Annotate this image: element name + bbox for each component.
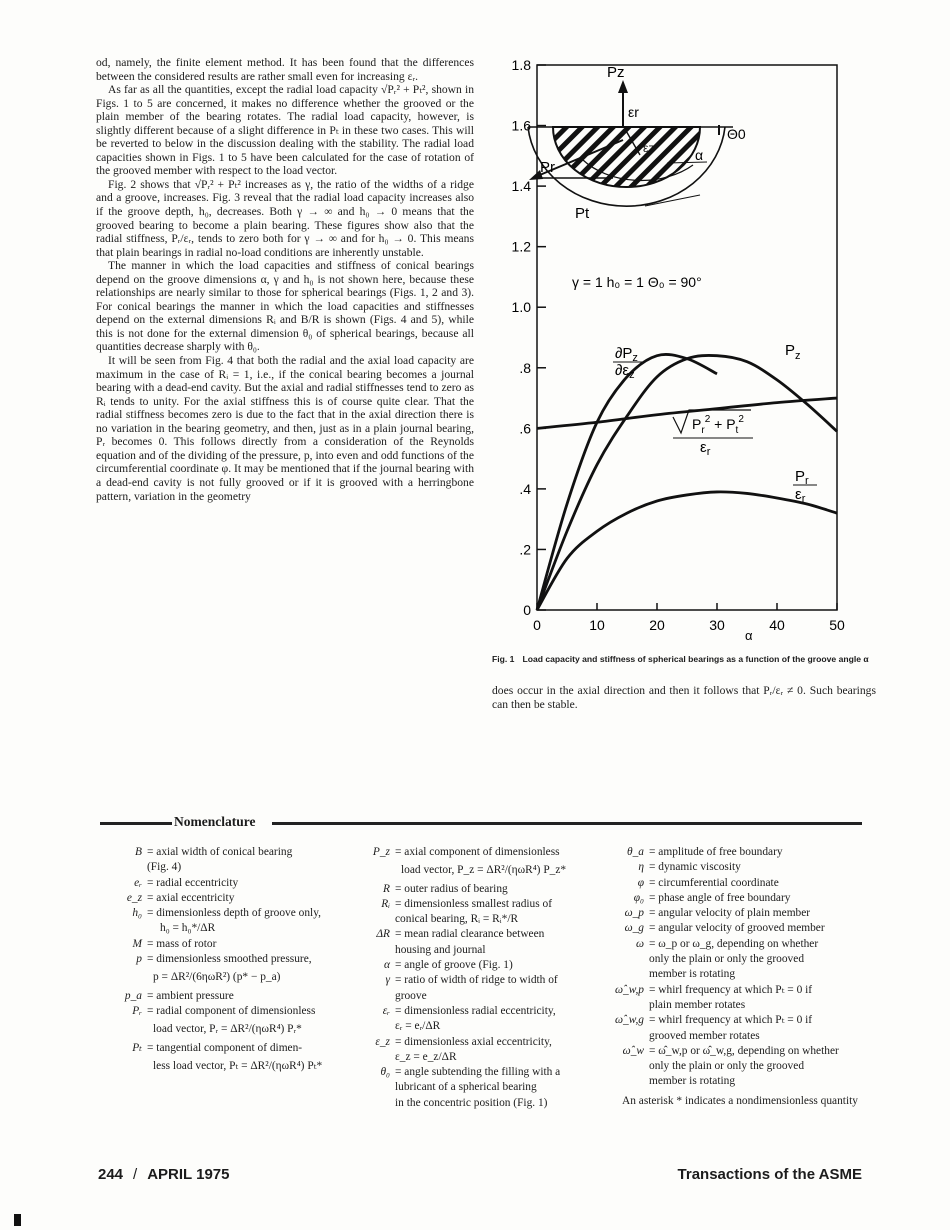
equals-sign: =	[395, 897, 405, 910]
nomenclature-symbol: p	[136, 953, 142, 966]
y-tick-label: .8	[519, 359, 531, 376]
nomenclature-definition: radial eccentricity	[156, 876, 239, 889]
equals-sign: =	[649, 937, 659, 950]
nomenclature-symbol: α	[384, 959, 390, 972]
series-line	[537, 398, 837, 428]
label-pr-num: $P_r$	[795, 468, 809, 487]
nomenclature-entry	[610, 891, 870, 906]
equals-sign: =	[649, 861, 659, 874]
equals-sign: =	[649, 1014, 659, 1027]
nomenclature-formula: load vector, Pᵣ = ΔR²/(ηωR⁴) Pᵣ*	[153, 1023, 302, 1036]
nomenclature-formula: load vector, P_z = ΔR²/(ηωR⁴) P_z*	[401, 864, 567, 877]
nomenclature-entry	[108, 891, 348, 906]
nomenclature-symbol: γ	[385, 974, 390, 987]
nomenclature-definition: dimensionless axial eccentricity,	[404, 1035, 552, 1048]
nomenclature-symbol: φ₀	[633, 891, 644, 904]
nomenclature-symbol: ω̂_w,g	[614, 1014, 644, 1027]
footer-separator: /	[133, 1166, 138, 1183]
nomenclature-symbol: ΔR	[376, 928, 390, 941]
inset-label-pt: Pt	[575, 205, 590, 222]
nomenclature-definition: circumferential coordinate	[658, 876, 779, 889]
nomenclature-continuation: only the plain or only the grooved	[649, 953, 805, 966]
nomenclature-continuation: εᵣ = eᵣ/ΔR	[395, 1020, 441, 1033]
equals-sign: =	[147, 876, 157, 889]
nomenclature-entry	[108, 1004, 348, 1019]
figure-1	[495, 55, 880, 655]
paragraph-3: Fig. 2 shows that √Pᵣ² + Pₜ² increases as γ, the ratio of the widths of a ridge and a groove, increases. Fig. 3 reveal that the radial load capacity increases also if the groove depth, h₀, decreases. Both γ → ∞ and h₀ → 0 means that the grooved bearing to become a plain bearing. These figures show also that the radial stiffness, Pᵣ/εᵣ, tends to zero both for γ → ∞ and for h₀ → 0. This means that plain bearings in radial no-load conditions are inherently unstable.	[96, 177, 474, 259]
nomenclature-entry	[108, 1041, 348, 1056]
nomenclature-definition: tangential component of dimen-	[156, 1041, 303, 1054]
nomenclature-symbol: ω	[635, 937, 644, 950]
nomenclature-continuation: in the concentric position (Fig. 1)	[395, 1096, 548, 1109]
nomenclature-symbol: θ₀	[380, 1066, 390, 1079]
nomenclature-entry	[108, 952, 348, 967]
equals-sign: =	[395, 1004, 405, 1017]
label-pr-den: $\varepsilon_r$	[795, 486, 806, 505]
inset-label-pz: Pz	[607, 64, 625, 81]
nomenclature-definition: axial eccentricity	[156, 891, 235, 904]
nomenclature-entry	[356, 882, 606, 897]
nomenclature-entry	[610, 906, 870, 921]
chart-curves	[537, 354, 837, 610]
nomenclature-entry	[356, 973, 606, 988]
nomenclature-symbol: φ	[637, 876, 644, 889]
nomenclature-definition: ω_p or ω_g, depending on whether	[658, 937, 819, 950]
nomenclature-entry	[610, 1044, 870, 1059]
nomenclature-continuation: only the plain or only the grooved	[649, 1060, 805, 1073]
paragraph-4: The manner in which the load capacities and stiffness of conical bearings depend on the groove dimensions α, γ and h₀ is not shown here, because these relationships are nearly similar to those for spherical bearings (Figs. 1, 2 and 3). For conical bearings the manner in which the load capacities and stiffnesses depend on the external dimensions Rᵢ and B/R is shown (Figs. 4 and 5), while this is not done for the external dimension θ₀ of spherical bearings, because all quantities decrease sharply with θ₀.	[96, 259, 474, 354]
equals-sign: =	[147, 937, 157, 950]
nomenclature-formula: less load vector, Pₜ = ΔR²/(ηωR⁴) Pₜ*	[153, 1059, 323, 1072]
nomenclature-entry	[356, 1035, 606, 1050]
nomenclature-symbol: η	[638, 861, 644, 874]
x-tick-label: 0	[533, 617, 541, 633]
nomenclature-symbol: p_a	[124, 989, 142, 1002]
nomenclature-definition: angle of groove (Fig. 1)	[404, 959, 513, 972]
figure-number: Fig. 1	[492, 654, 515, 664]
nomenclature-note: An asterisk * indicates a nondimensionless quantity	[622, 1094, 858, 1107]
nomenclature-definition: amplitude of free boundary	[658, 846, 783, 858]
equals-sign: =	[395, 1066, 405, 1079]
nomenclature-symbol: Rᵢ	[381, 897, 390, 910]
nomenclature-symbol: εᵣ	[382, 1004, 390, 1017]
body-text-right-continuation: does occur in the axial direction and then it follows that Pᵣ/εᵣ ≠ 0. Such bearings can then be stable.	[492, 684, 876, 711]
x-axis-label: α	[745, 628, 753, 643]
chart-parameters: γ = 1 h₀ = 1 Θ₀ = 90°	[572, 274, 702, 290]
page-footer	[98, 1166, 862, 1183]
nomenclature-definition: whirl frequency at which Pₜ = 0 if	[658, 983, 813, 996]
y-tick-label: 1.6	[511, 117, 531, 134]
nomenclature-continuation: member is rotating	[649, 968, 736, 981]
nomenclature-symbol: ω_g	[624, 922, 644, 935]
series-line	[537, 354, 717, 610]
equals-sign: =	[649, 876, 659, 889]
nomenclature-definition: outer radius of bearing	[404, 882, 508, 895]
equals-sign: =	[147, 1041, 157, 1054]
nomenclature-symbol: P_z	[372, 846, 390, 858]
equals-sign: =	[649, 922, 659, 935]
equals-sign: =	[649, 983, 659, 996]
nomenclature-definition: ratio of width of ridge to width of	[404, 974, 558, 987]
inset-label-alpha: α	[695, 147, 704, 163]
nomenclature-entry	[356, 927, 606, 942]
nomenclature-definition: angle subtending the filling with a	[404, 1066, 561, 1079]
figure-1-chart	[495, 55, 880, 655]
equals-sign: =	[395, 974, 405, 987]
inset-label-theta0: Θ0	[727, 126, 746, 142]
nomenclature-definition: dynamic viscosity	[658, 861, 741, 874]
nomenclature-definition: ambient pressure	[156, 989, 234, 1002]
equals-sign: =	[395, 928, 405, 941]
nomenclature-definition: dimensionless radial eccentricity,	[404, 1004, 556, 1017]
nomenclature-symbol: R	[383, 882, 390, 895]
nomenclature-definition: phase angle of free boundary	[658, 891, 791, 904]
nomenclature-definition: axial component of dimensionless	[404, 846, 560, 858]
x-tick-label: 30	[709, 617, 725, 633]
nomenclature-definition: ω̂_w,p or ω̂_w,g, depending on whether	[658, 1044, 839, 1057]
nomenclature-definition: dimensionless smallest radius of	[404, 897, 553, 910]
equals-sign: =	[649, 907, 659, 920]
nomenclature-continuation: ε_z = e_z/ΔR	[395, 1050, 457, 1063]
bearing-inset-diagram	[528, 64, 746, 222]
label-pz: $P_z$	[785, 342, 801, 362]
nomenclature-continuation: grooved member rotates	[649, 1029, 760, 1042]
paragraph-1: od, namely, the finite element method. It has been found that the differences between the considered results are rather small even for increasing εᵣ.	[96, 56, 474, 83]
nomenclature-definition: angular velocity of grooved member	[658, 922, 825, 935]
nomenclature-definition: mean radial clearance between	[404, 928, 545, 941]
nomenclature-column-2	[356, 845, 606, 1111]
nomenclature-continuation: conical bearing, Rᵢ = Rᵢ*/R	[395, 913, 519, 926]
nomenclature-entry	[610, 845, 870, 860]
nomenclature-symbol: e_z	[126, 891, 142, 904]
nomenclature-formula: p = ΔR²/(6ηωR²) (p* − p_a)	[153, 971, 281, 984]
nomenclature-rule-right	[272, 822, 862, 825]
nomenclature-symbol: Pₜ	[132, 1041, 142, 1054]
nomenclature-definition-formula: h₀ = h₀*/ΔR	[160, 922, 216, 935]
series-line	[537, 355, 837, 610]
inset-label-epsz: εz	[643, 141, 655, 155]
equals-sign: =	[649, 1044, 659, 1057]
equals-sign: =	[147, 989, 157, 1002]
figure-caption	[492, 654, 872, 665]
nomenclature-entry	[108, 906, 348, 921]
equals-sign: =	[147, 891, 157, 904]
equals-sign: =	[395, 882, 405, 895]
page-number: 244	[98, 1166, 124, 1183]
nomenclature-continuation: groove	[395, 989, 427, 1002]
nomenclature-continuation: housing and journal	[395, 943, 486, 956]
nomenclature-entry	[610, 921, 870, 936]
equals-sign: =	[147, 953, 157, 966]
nomenclature-rule-left	[100, 822, 172, 825]
nomenclature-entry	[610, 860, 870, 875]
nomenclature-continuation: plain member rotates	[649, 998, 746, 1011]
nomenclature-column-3	[610, 845, 870, 1109]
equals-sign: =	[147, 846, 157, 858]
equals-sign: =	[649, 846, 659, 858]
equals-sign: =	[395, 846, 405, 858]
paragraph-2: As far as all the quantities, except the radial load capacity √Pᵣ² + Pₜ², shown in Figs. 1 to 5 are concerned, it makes no difference whether the grooved or the plain member of the bearing rotates. The radial load capacity, however, is slightly different because of a slight difference in Pₜ in these two cases. This will be reverted to below in the discussion dealing with the stability. The radial load capacities shown in Figs. 1 to 5 have been calculated for the case of rotation of the grooved member with respect to the load vector.	[96, 83, 474, 178]
label-dpz-den: $\partial\varepsilon_z$	[615, 362, 635, 381]
equals-sign: =	[395, 1035, 405, 1048]
nomenclature-entry	[356, 897, 606, 912]
nomenclature-continuation: lubricant of a spherical bearing	[395, 1081, 537, 1094]
nomenclature-definition: angular velocity of plain member	[658, 907, 811, 920]
y-tick-label: 1.8	[511, 57, 531, 73]
nomenclature-entry	[108, 989, 348, 1004]
y-tick-label: 1.2	[511, 238, 531, 255]
nomenclature-entry	[610, 876, 870, 891]
nomenclature-entry	[108, 937, 348, 952]
nomenclature-entry	[356, 845, 606, 860]
x-tick-label: 40	[769, 617, 785, 633]
label-sqrt-den: $\varepsilon_r$	[700, 439, 711, 458]
nomenclature-symbol: ω̂_w,p	[614, 983, 644, 996]
equals-sign: =	[649, 891, 659, 904]
nomenclature-symbol: ω̂_w	[622, 1044, 644, 1057]
y-tick-label: 1.0	[511, 299, 531, 316]
nomenclature-entry	[108, 876, 348, 891]
nomenclature-entry	[356, 958, 606, 973]
y-tick-label: .2	[519, 541, 531, 558]
nomenclature-definition: axial width of conical bearing	[156, 846, 293, 858]
equals-sign: =	[147, 1004, 157, 1017]
equals-sign: =	[147, 907, 157, 920]
y-tick-label: .6	[519, 420, 531, 437]
nomenclature-definition: radial component of dimensionless	[156, 1004, 316, 1017]
x-tick-label: 10	[589, 617, 605, 633]
paragraph-5: It will be seen from Fig. 4 that both the radial and the axial load capacity are maximum in the case of Rᵢ = 1, i.e., if the conical bearing becomes a journal bearing with a dead-end cavity. But the axial and radial stiffnesses tend to zero as Rᵢ tends to unity. For the axial stiffness this is of course quite clear. That the radial stiffness becomes zero is due to the fact that in the axial direction there is no variation in the bearing geometry, and then, just as in a plain journal bearing, Pᵣ becomes 0. This follows directly from a consideration of the Reynolds equation and of the dividing of the pressure, p, into even and odd functions of the circumferential coordinate φ. It may be mentioned that if the journal bearing with a dead-end cavity is not fully grooved or if it is grooved with a herringbone pattern, variation in the geometry	[96, 354, 474, 503]
label-sqrt-body: $P_r^2 + P_t^2$	[692, 414, 744, 436]
nomenclature-symbol: θ_a	[627, 846, 644, 858]
label-dpz-num: $\partial P_z$	[615, 345, 638, 364]
nomenclature-symbol: B	[135, 846, 142, 858]
nomenclature-symbol: h₀	[132, 907, 142, 920]
body-text-left-column	[96, 56, 474, 503]
nomenclature-continuation: (Fig. 4)	[147, 861, 182, 874]
inset-pz-arrowhead	[618, 80, 628, 93]
y-tick-label: .4	[519, 480, 531, 497]
nomenclature-symbol: M	[132, 937, 142, 950]
nomenclature-definition: mass of rotor	[156, 937, 217, 950]
nomenclature-title: Nomenclature	[174, 814, 256, 829]
nomenclature-symbol: eᵣ	[134, 876, 142, 889]
nomenclature-symbol: ε_z	[375, 1035, 390, 1048]
issue-date: APRIL 1975	[147, 1166, 230, 1183]
nomenclature-entry	[108, 845, 348, 860]
nomenclature-continuation: member is rotating	[649, 1075, 736, 1088]
nomenclature-symbol: ω_p	[624, 907, 644, 920]
series-line	[537, 492, 837, 610]
nomenclature-definition: whirl frequency at which Pₜ = 0 if	[658, 1014, 813, 1027]
equals-sign: =	[395, 959, 405, 972]
inset-label-pr: Pr	[540, 159, 555, 176]
x-tick-label: 20	[649, 617, 665, 633]
nomenclature-entry	[610, 937, 870, 952]
nomenclature-entry	[356, 1004, 606, 1019]
nomenclature-symbol: Pᵣ	[132, 1004, 142, 1017]
nomenclature-definition: dimensionless smoothed pressure,	[156, 953, 312, 966]
y-tick-label: 0	[523, 602, 531, 618]
nomenclature-definition: dimensionless depth of groove only,	[156, 907, 321, 920]
nomenclature-entry	[610, 1013, 870, 1028]
nomenclature-entry	[610, 983, 870, 998]
nomenclature-column-1	[108, 845, 348, 1077]
curve-labels	[613, 342, 817, 505]
nomenclature-entry	[356, 1065, 606, 1080]
scan-edge-mark	[14, 1214, 21, 1226]
inset-label-epsr: εr	[628, 104, 639, 120]
figure-caption-text: Load capacity and stiffness of spherical bearings as a function of the groove angle α	[522, 654, 869, 664]
x-tick-label: 50	[829, 617, 845, 633]
journal-name: Transactions of the ASME	[677, 1166, 862, 1183]
y-tick-label: 1.4	[511, 178, 531, 195]
